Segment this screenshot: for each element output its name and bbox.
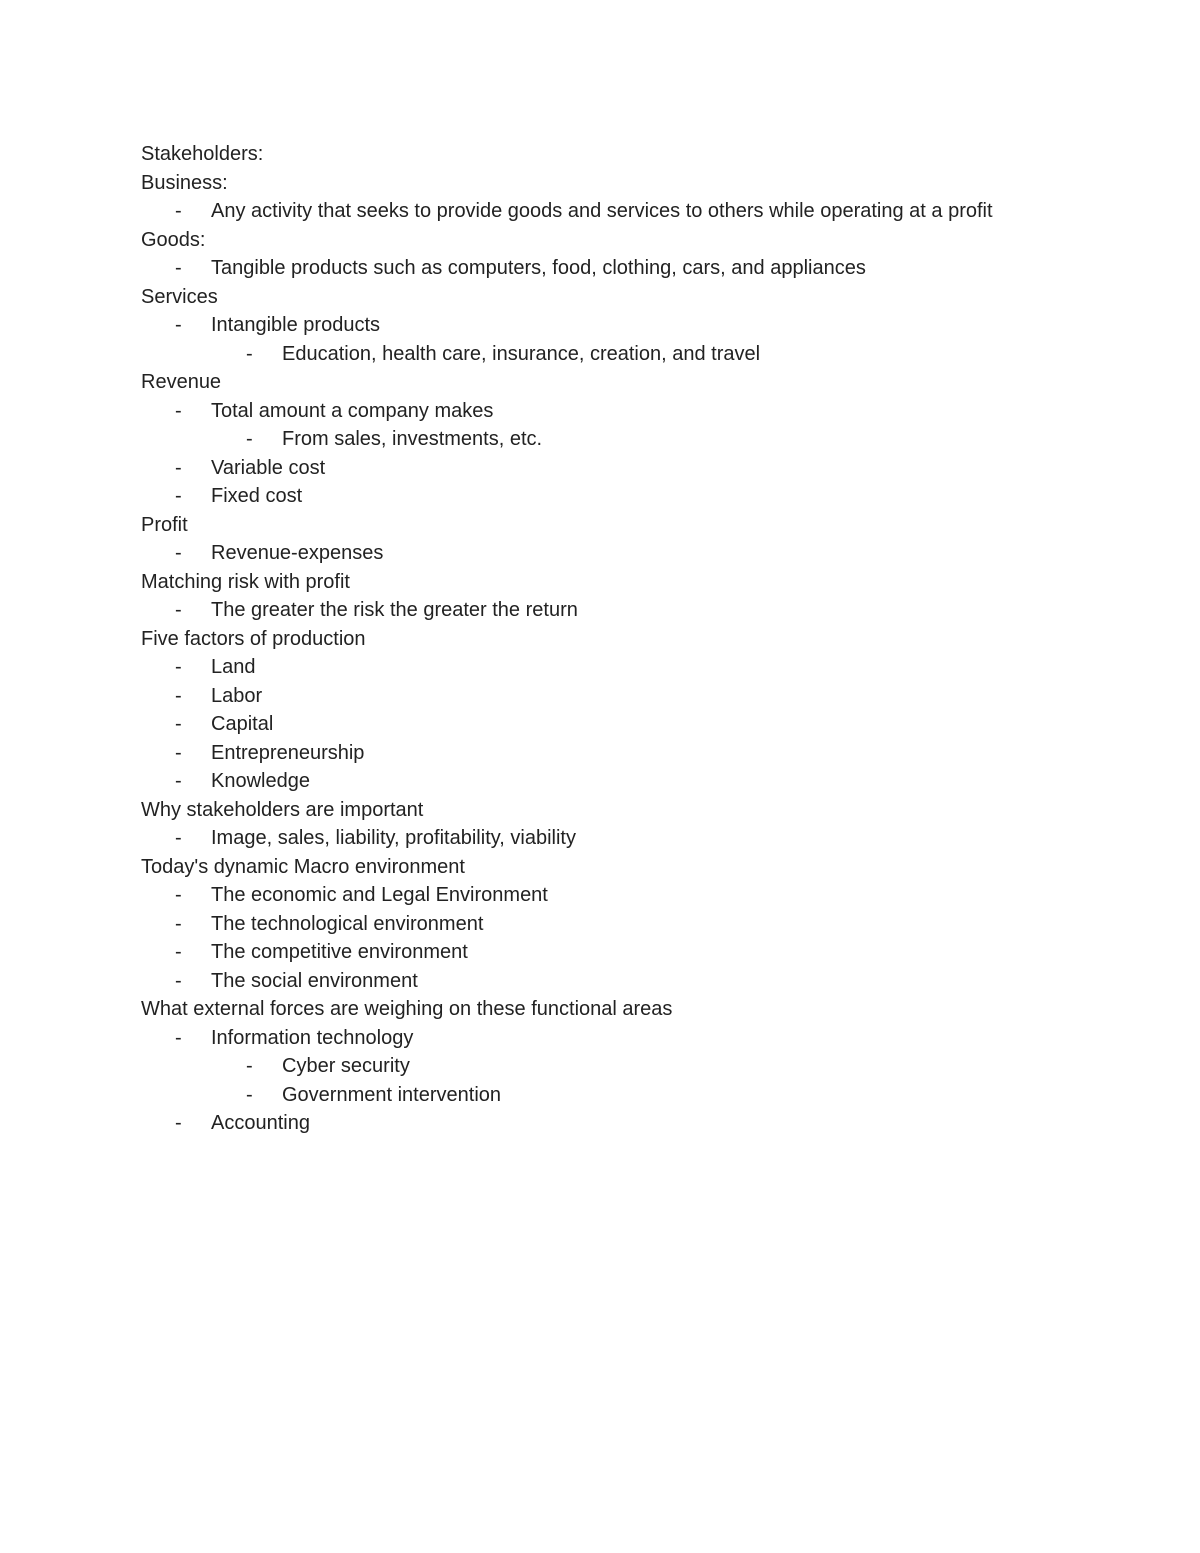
- heading-line: [141, 368, 1141, 397]
- bullet-item: [141, 1024, 1141, 1053]
- bullet-item: [141, 197, 1141, 226]
- line-text: The economic and Legal Environment: [211, 884, 548, 906]
- line-text: Tangible products such as computers, food, clothing, cars, and appliances: [211, 257, 866, 279]
- dash-bullet-marker: -: [175, 1026, 182, 1049]
- line-text: Why stakeholders are important: [141, 798, 424, 821]
- notes-body: [141, 140, 1141, 1138]
- line-text: Capital: [211, 713, 274, 735]
- line-text: From sales, investments, etc.: [282, 428, 543, 450]
- line-text: Image, sales, liability, profitability, viability: [211, 827, 576, 849]
- heading-line: [141, 568, 1141, 597]
- dash-bullet-marker: -: [246, 428, 253, 450]
- line-text: Accounting: [211, 1112, 310, 1134]
- heading-line: [141, 995, 1141, 1024]
- bullet-item: [141, 1109, 1141, 1138]
- line-text: Any activity that seeks to provide goods and services to others while operating at a profit: [211, 200, 993, 222]
- line-text: Matching risk with profit: [141, 570, 350, 593]
- bullet-item: [141, 938, 1141, 967]
- bullet-item: [141, 682, 1141, 711]
- bullet-item: [141, 910, 1141, 939]
- dash-bullet-marker: -: [175, 941, 182, 963]
- sub-bullet-item: [141, 340, 1141, 369]
- heading-line: [141, 169, 1141, 198]
- dash-bullet-marker: -: [175, 912, 182, 935]
- line-text: The competitive environment: [211, 941, 468, 963]
- line-text: Knowledge: [211, 770, 310, 792]
- dash-bullet-marker: -: [175, 200, 182, 222]
- line-text: Total amount a company makes: [211, 399, 494, 422]
- line-text: Profit: [141, 513, 188, 536]
- line-text: Today's dynamic Macro environment: [141, 855, 465, 878]
- sub-bullet-item: [141, 1052, 1141, 1081]
- dash-bullet-marker: -: [175, 656, 182, 678]
- heading-line: [141, 625, 1141, 654]
- dash-bullet-marker: -: [175, 599, 182, 621]
- line-text: Information technology: [211, 1026, 414, 1049]
- dash-bullet-marker: -: [175, 741, 182, 764]
- bullet-item: [141, 397, 1141, 426]
- heading-line: [141, 226, 1141, 255]
- bullet-item: [141, 596, 1141, 625]
- line-text: Business:: [141, 171, 228, 194]
- sub-bullet-item: [141, 425, 1141, 454]
- bullet-item: [141, 454, 1141, 483]
- line-text: Services: [141, 285, 218, 308]
- line-text: Revenue: [141, 371, 222, 393]
- line-text: Government intervention: [282, 1083, 502, 1106]
- bullet-item: [141, 254, 1141, 283]
- dash-bullet-marker: -: [246, 1083, 253, 1106]
- dash-bullet-marker: -: [175, 485, 182, 507]
- dash-bullet-marker: -: [175, 257, 182, 279]
- line-text: What external forces are weighing on these functional areas: [141, 998, 673, 1020]
- bullet-item: [141, 739, 1141, 768]
- heading-line: [141, 511, 1141, 540]
- sub-bullet-item: [141, 1081, 1141, 1110]
- line-text: Labor: [211, 684, 263, 707]
- dash-bullet-marker: -: [175, 684, 182, 707]
- line-text: Revenue-expenses: [211, 542, 384, 564]
- line-text: Goods:: [141, 228, 206, 251]
- dash-bullet-marker: -: [175, 884, 182, 906]
- line-text: Education, health care, insurance, creation, and travel: [282, 342, 761, 365]
- dash-bullet-marker: -: [246, 342, 253, 365]
- bullet-item: [141, 967, 1141, 996]
- dash-bullet-marker: -: [175, 969, 182, 992]
- line-text: Variable cost: [211, 456, 326, 479]
- dash-bullet-marker: -: [175, 314, 182, 336]
- line-text: The greater the risk the greater the return: [211, 599, 578, 621]
- bullet-item: [141, 482, 1141, 511]
- bullet-item: [141, 311, 1141, 340]
- bullet-item: [141, 539, 1141, 568]
- dash-bullet-marker: -: [175, 713, 182, 735]
- dash-bullet-marker: -: [175, 770, 182, 792]
- heading-line: [141, 140, 1141, 169]
- bullet-item: [141, 824, 1141, 853]
- line-text: Entrepreneurship: [211, 741, 365, 764]
- line-text: Stakeholders:: [141, 143, 264, 165]
- line-text: Fixed cost: [211, 485, 303, 507]
- dash-bullet-marker: -: [175, 399, 182, 422]
- heading-line: [141, 796, 1141, 825]
- heading-line: [141, 283, 1141, 312]
- line-text: Land: [211, 656, 256, 678]
- dash-bullet-marker: -: [175, 456, 182, 479]
- bullet-item: [141, 881, 1141, 910]
- line-text: Intangible products: [211, 314, 381, 336]
- bullet-item: [141, 767, 1141, 796]
- line-text: Five factors of production: [141, 627, 366, 650]
- bullet-item: [141, 653, 1141, 682]
- line-text: The social environment: [211, 969, 418, 992]
- line-text: The technological environment: [211, 912, 484, 935]
- heading-line: [141, 853, 1141, 882]
- dash-bullet-marker: -: [175, 827, 182, 849]
- dash-bullet-marker: -: [175, 542, 182, 564]
- line-text: Cyber security: [282, 1055, 410, 1077]
- bullet-item: [141, 710, 1141, 739]
- dash-bullet-marker: -: [246, 1055, 253, 1077]
- dash-bullet-marker: -: [175, 1112, 182, 1134]
